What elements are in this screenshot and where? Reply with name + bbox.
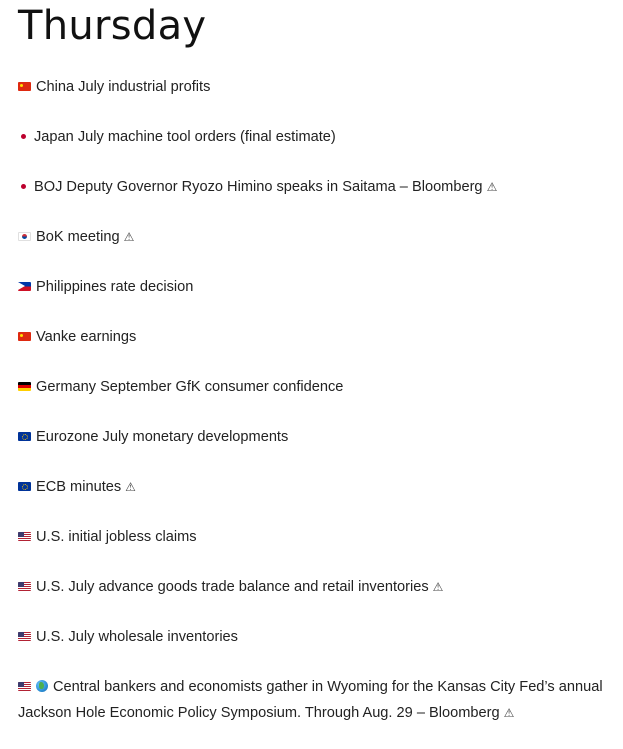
event-text: Central bankers and economists gather in Wyoming for the Kansas City Fed’s annual Jackson Hole Economic Policy Symposium. Through Aug. 29 – Bloomberg [18, 679, 603, 721]
page-title: Thursday [18, 3, 207, 49]
eu-flag-icon [18, 482, 31, 491]
list-item [18, 674, 618, 726]
event-text: Eurozone July monetary developments [36, 429, 289, 445]
china-flag-icon [18, 82, 31, 91]
event-text: U.S. July wholesale inventories [36, 629, 238, 645]
japan-flag-icon [18, 132, 28, 141]
eu-flag-icon [18, 432, 31, 441]
list-item [18, 126, 618, 176]
event-text: Germany September GfK consumer confidence [36, 379, 344, 395]
list-item [18, 226, 618, 276]
event-text: China July industrial profits [36, 79, 211, 95]
event-text: U.S. July advance goods trade balance and retail inventories [36, 579, 429, 595]
event-text: BoK meeting [36, 229, 120, 245]
event-text: Japan July machine tool orders (final estimate) [34, 129, 336, 145]
south-korea-flag-icon [18, 232, 31, 241]
globe-icon [36, 680, 48, 692]
china-flag-icon [18, 332, 31, 341]
us-flag-icon [18, 682, 31, 691]
event-text: ECB minutes [36, 479, 122, 495]
warning-icon: ⚠ [503, 706, 515, 720]
warning-icon: ⚠ [123, 230, 135, 244]
list-item [18, 576, 618, 626]
japan-flag-icon [18, 182, 28, 191]
list-item [18, 426, 618, 476]
us-flag-icon [18, 632, 31, 641]
us-flag-icon [18, 532, 31, 541]
warning-icon: ⚠ [486, 180, 498, 194]
event-text: BOJ Deputy Governor Ryozo Himino speaks in Saitama – Bloomberg [34, 179, 483, 195]
event-text: Vanke earnings [36, 329, 137, 345]
event-list [18, 76, 618, 726]
philippines-flag-icon [18, 282, 31, 291]
us-flag-icon [18, 582, 31, 591]
list-item [18, 526, 618, 576]
event-text: U.S. initial jobless claims [36, 529, 197, 545]
warning-icon: ⚠ [125, 480, 136, 494]
list-item [18, 376, 618, 426]
germany-flag-icon [18, 382, 31, 391]
event-text: Philippines rate decision [36, 279, 194, 295]
list-item [18, 626, 618, 676]
list-item [18, 326, 618, 376]
warning-icon: ⚠ [432, 580, 444, 594]
list-item [18, 476, 618, 526]
list-item [18, 176, 618, 226]
list-item [18, 276, 618, 326]
list-item [18, 76, 618, 126]
